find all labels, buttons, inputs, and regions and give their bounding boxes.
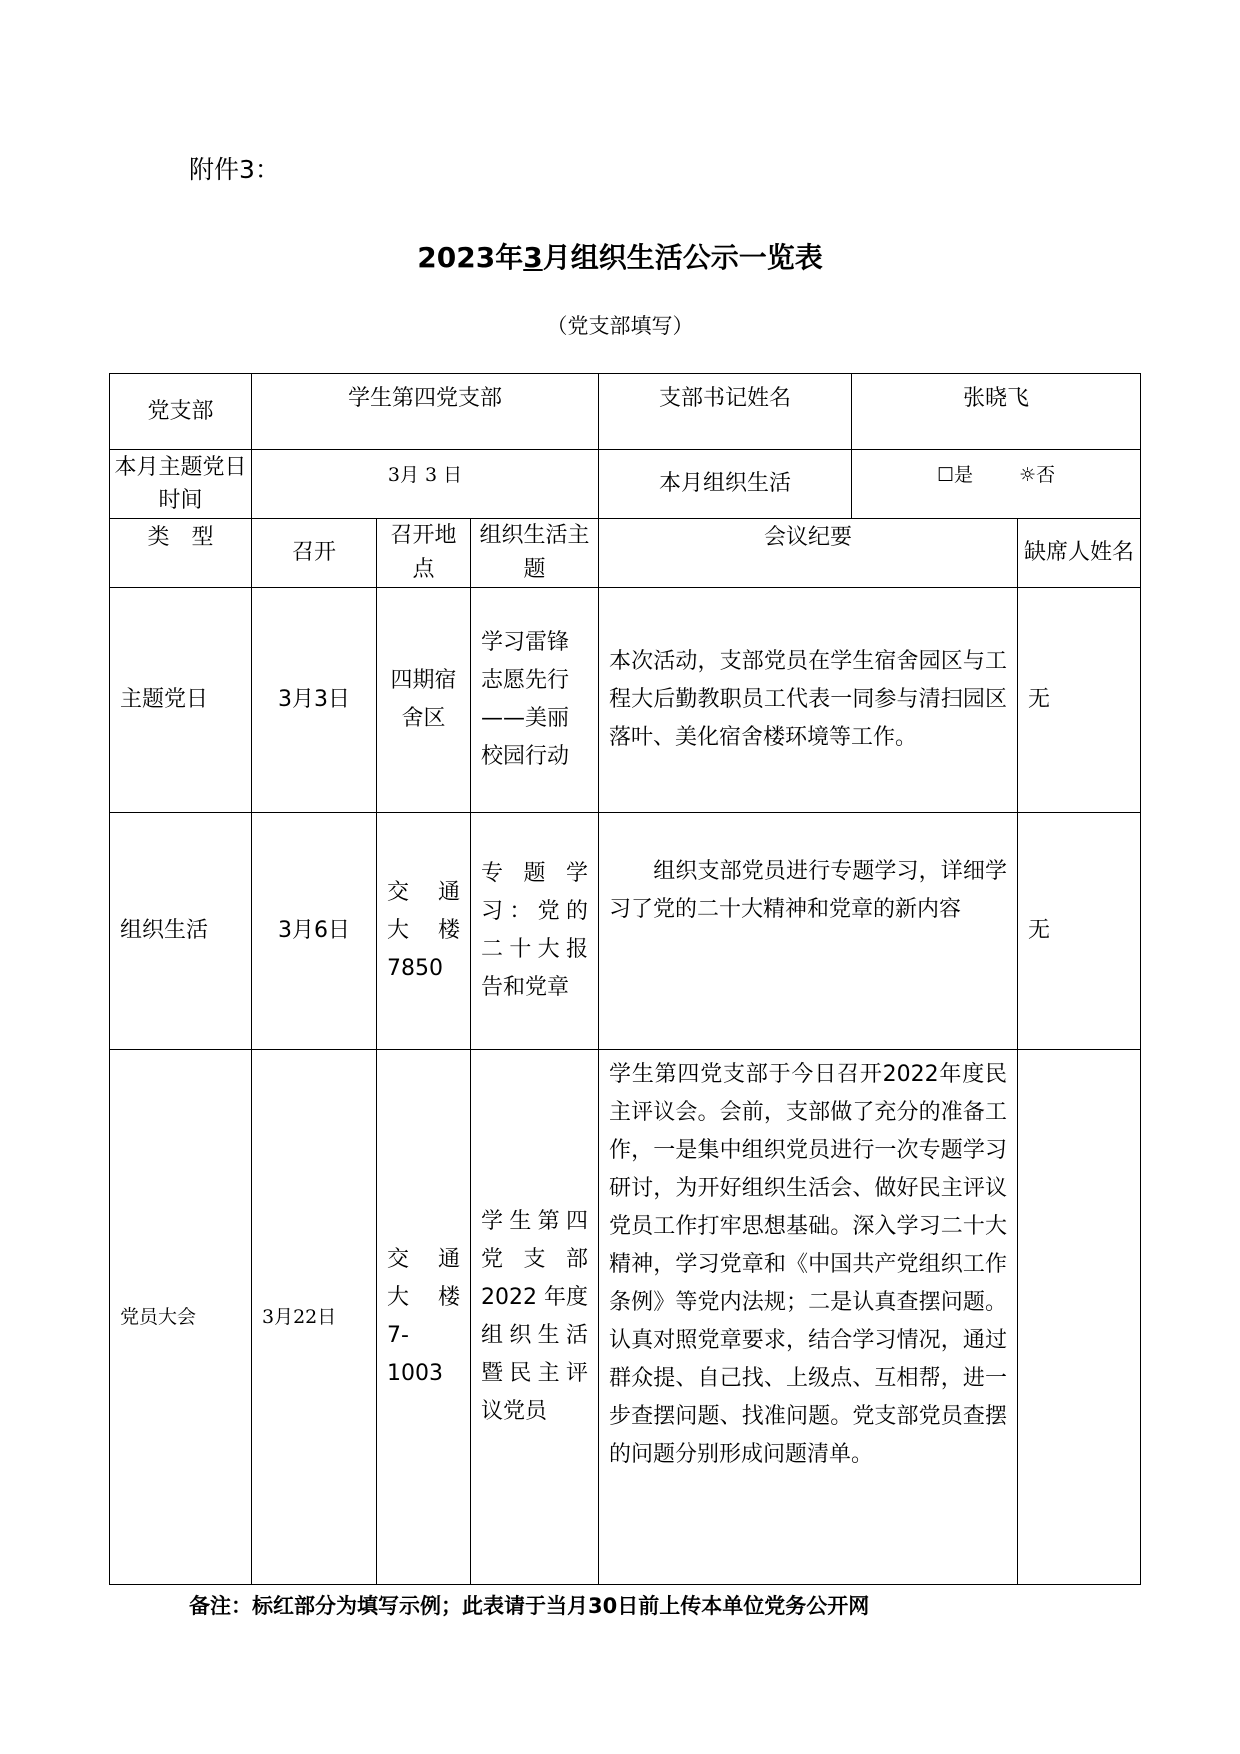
no-label: 否	[1036, 464, 1056, 486]
header-type: 类 型	[110, 519, 252, 588]
row-absent: 无	[1018, 588, 1141, 813]
title-month: 3	[523, 241, 543, 274]
row-place: 四期宿舍区	[377, 588, 471, 813]
yes-label: 是	[954, 464, 974, 486]
row-summary: 学生第四党支部于今日召开2022年度民主评议会。会前，支部做了充分的准备工作，一是集中组织党员进行一次专题学习研讨，为开好组织生活会、做好民主评议党员工作打牢思想基础。深入学习二十大精神，学习党章和《中国共产党组织工作条例》等党内法规；二是认真查摆问题。认真对照党章要求，结合学习情况，通过群众提、自己找、上级点、互相帮，进一步查摆问题、找准问题。党支部党员查摆的问题分别形成问题清单。	[599, 1050, 1018, 1585]
info-row-theme-day	[110, 450, 1141, 519]
branch-label: 党支部	[110, 374, 252, 450]
theme-day-label: 本月主题党日时间	[110, 450, 252, 519]
table-row	[110, 813, 1141, 1050]
row-theme: 专 题 学 习：党的二十大报告和党章	[471, 813, 599, 1050]
row-absent	[1018, 1050, 1141, 1585]
footnote: 备注：标红部分为填写示例；此表请于当月30日前上传本单位党务公开网	[189, 1594, 870, 1618]
row-place: 交 通 大 楼 7850	[377, 813, 471, 1050]
row-theme: 学生第四党 支 部 2022 年度组织生活暨民主评议党员	[471, 1050, 599, 1585]
branch-value: 学生第四党支部	[252, 374, 599, 450]
row-type: 组织生活	[110, 813, 252, 1050]
org-life-label: 本月组织生活	[599, 450, 852, 519]
header-absent: 缺席人姓名	[1018, 519, 1141, 588]
row-type: 主题党日	[110, 588, 252, 813]
table-row	[110, 1050, 1141, 1585]
row-place: 交 通 大 楼 7-1003	[377, 1050, 471, 1585]
title-prefix: 2023年	[417, 241, 524, 274]
secretary-label: 支部书记姓名	[599, 374, 852, 450]
row-date: 3月3日	[252, 588, 377, 813]
yes-checkbox[interactable]: ☐	[936, 464, 954, 486]
no-checkbox[interactable]: ☼	[1019, 464, 1037, 486]
header-date: 召开	[252, 519, 377, 588]
row-summary: 组织支部党员进行专题学习，详细学习了党的二十大精神和党章的新内容	[599, 813, 1018, 1050]
title-suffix: 月组织生活公示一览表	[542, 241, 823, 274]
row-date: 3月22日	[252, 1050, 377, 1585]
org-life-choice	[852, 450, 1141, 519]
subtitle: （党支部填写）	[546, 314, 694, 338]
row-absent: 无	[1018, 813, 1141, 1050]
header-row	[110, 519, 1141, 588]
row-date: 3月6日	[252, 813, 377, 1050]
header-place: 召开地点	[377, 519, 471, 588]
row-type: 党员大会	[110, 1050, 252, 1585]
header-summary: 会议纪要	[599, 519, 1018, 588]
info-row-branch	[110, 374, 1141, 450]
row-theme: 学习雷锋志愿先行——美丽校园行动	[471, 588, 599, 813]
secretary-value: 张晓飞	[852, 374, 1141, 450]
row-summary: 本次活动，支部党员在学生宿舍园区与工程大后勤教职员工代表一同参与清扫园区落叶、美化宿舍楼环境等工作。	[599, 588, 1018, 813]
header-theme: 组织生活主题	[471, 519, 599, 588]
table-row	[110, 588, 1141, 813]
theme-day-value: 3月 3 日	[252, 450, 599, 519]
page-title	[0, 236, 1240, 276]
org-life-table	[109, 373, 1141, 1585]
attachment-label: 附件3：	[189, 155, 280, 184]
